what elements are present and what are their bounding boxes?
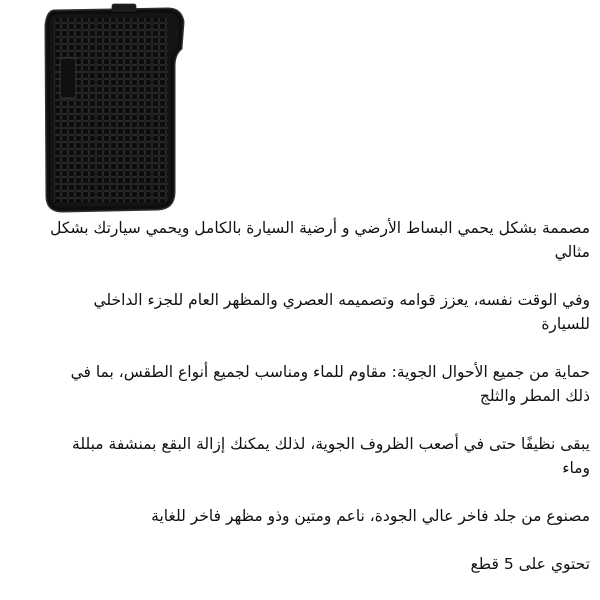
feature-full-protection: مصممة بشكل يحمي البساط الأرضي و أرضية السيارة بالكامل ويحمي سيارتك بشكل مثالي: [50, 219, 590, 261]
feature-piece-count: تحتوي على 5 قطع: [470, 555, 590, 573]
feature-modern-design: وفي الوقت نفسه، يعزز قوامه وتصميمه العصري والمظهر العام للجزء الداخلي للسيارة: [93, 291, 590, 333]
feature-weather-protection: حماية من جميع الأحوال الجوية: مقاوم للماء ومناسب لجميع أنواع الطقس، بما في ذلك المطر والثلج: [70, 363, 590, 405]
car-floor-mat-icon: [40, 2, 190, 214]
car-floor-mat-image: [40, 2, 190, 214]
product-description: [50, 216, 590, 576]
feature-premium-leather: مصنوع من جلد فاخر عالي الجودة، ناعم ومتين وذو مظهر فاخر للغاية: [151, 507, 590, 525]
feature-easy-cleaning: يبقى نظيفًا حتى في أصعب الظروف الجوية، لذلك يمكنك إزالة البقع بمنشفة مبللة وماء: [72, 435, 590, 477]
